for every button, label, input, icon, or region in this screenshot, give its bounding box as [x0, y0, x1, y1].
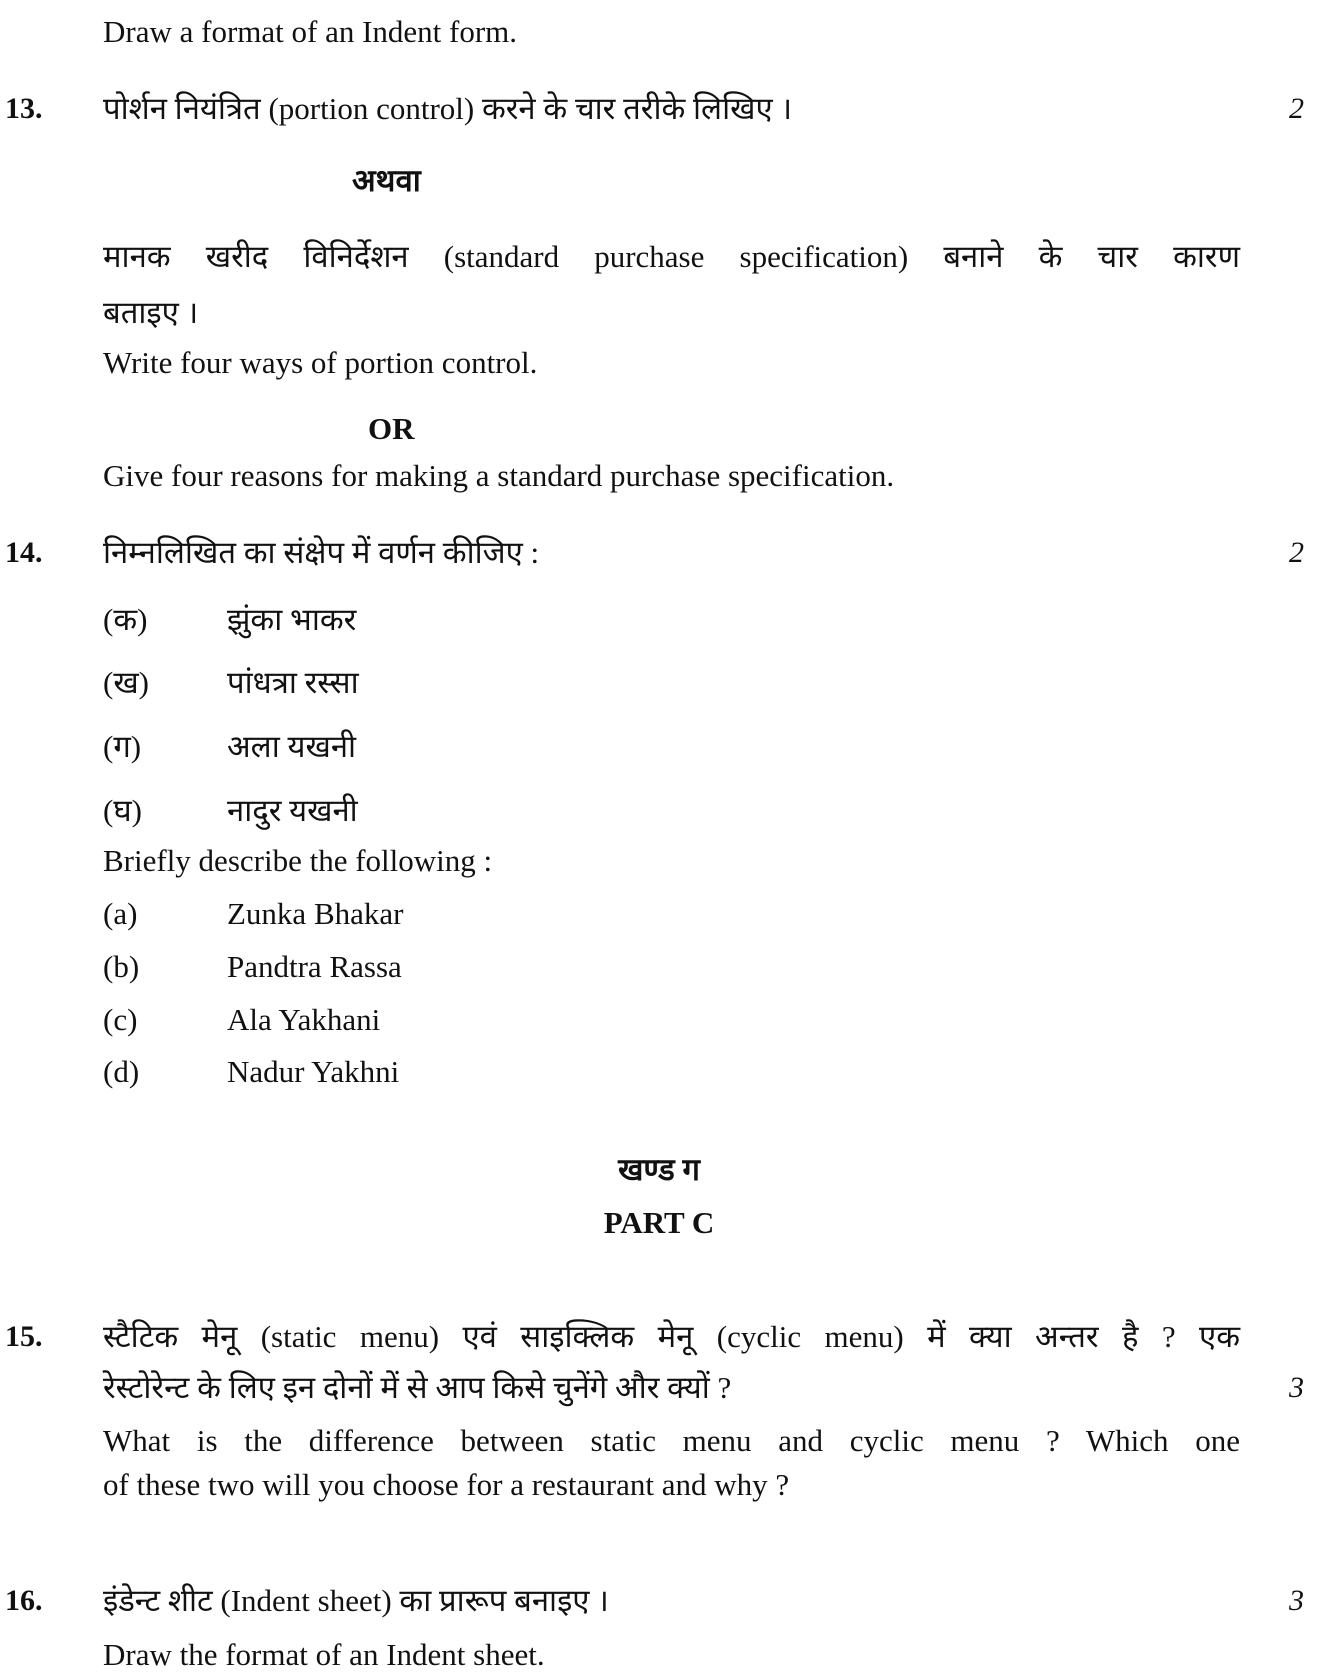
question-number: 15.	[5, 1320, 43, 1353]
list-item: नादुर यखनी	[227, 793, 358, 828]
or-english: OR	[368, 411, 415, 446]
alt-question-english: Give four reasons for making a standard purchase specification.	[103, 458, 895, 493]
list-item: Ala Yakhani	[227, 1002, 381, 1037]
prev-question-tail: Draw a format of an Indent form.	[103, 14, 518, 49]
question-number: 14.	[5, 536, 43, 569]
part-heading-english: PART C	[603, 1205, 715, 1240]
question-marks: 2	[1289, 92, 1304, 125]
or-hindi: अथवा	[352, 163, 421, 198]
question-marks: 3	[1289, 1371, 1304, 1404]
list-item: Pandtra Rassa	[227, 949, 402, 984]
question-hindi: इंडेन्ट शीट (Indent sheet) का प्रारूप बनाइए ।	[103, 1583, 609, 1618]
list-item: Nadur Yakhni	[227, 1054, 400, 1089]
question-english: Draw the format of an Indent sheet.	[103, 1637, 545, 1672]
question-hindi: निम्नलिखित का संक्षेप में वर्णन कीजिए :	[103, 535, 540, 570]
list-item: Zunka Bhakar	[227, 896, 404, 931]
question-english: What is the difference between static menu and cyclic menu ? Which one	[103, 1423, 1240, 1458]
question-number: 16.	[5, 1584, 43, 1617]
list-item: पांधत्रा रस्सा	[227, 665, 359, 700]
list-item-label: (c)	[103, 1002, 138, 1037]
question-marks: 2	[1289, 536, 1304, 569]
list-item: अला यखनी	[227, 729, 357, 764]
list-item: झुंका भाकर	[227, 602, 357, 637]
list-item-label: (b)	[103, 949, 140, 984]
question-hindi: स्टैटिक मेनू (static menu) एवं साइक्लिक मेनू (cyclic menu) में क्या अन्तर है ? एक	[103, 1319, 1240, 1354]
list-item-label: (d)	[103, 1054, 140, 1089]
question-hindi: पोर्शन नियंत्रित (portion control) करने के चार तरीके लिखिए ।	[103, 91, 793, 126]
list-item-label: (a)	[103, 896, 138, 931]
list-item-label: (ग)	[103, 729, 142, 764]
list-item-label: (घ)	[103, 793, 142, 828]
question-english: Write four ways of portion control.	[103, 345, 538, 380]
part-heading-hindi: खण्ड ग	[618, 1152, 700, 1187]
question-number: 13.	[5, 92, 43, 125]
question-hindi-cont: रेस्टोरेन्ट के लिए इन दोनों में से आप किसे चुनेंगे और क्यों ?	[103, 1370, 732, 1405]
alt-question-hindi-cont: बताइए ।	[103, 295, 199, 330]
alt-question-hindi: मानक खरीद विनिर्देशन (standard purchase specification) बनाने के चार कारण	[103, 239, 1240, 274]
list-item-label: (क)	[103, 602, 148, 637]
question-marks: 3	[1289, 1584, 1304, 1617]
question-english-cont: of these two will you choose for a restaurant and why ?	[103, 1467, 790, 1502]
question-english: Briefly describe the following :	[103, 843, 493, 878]
list-item-label: (ख)	[103, 665, 150, 700]
